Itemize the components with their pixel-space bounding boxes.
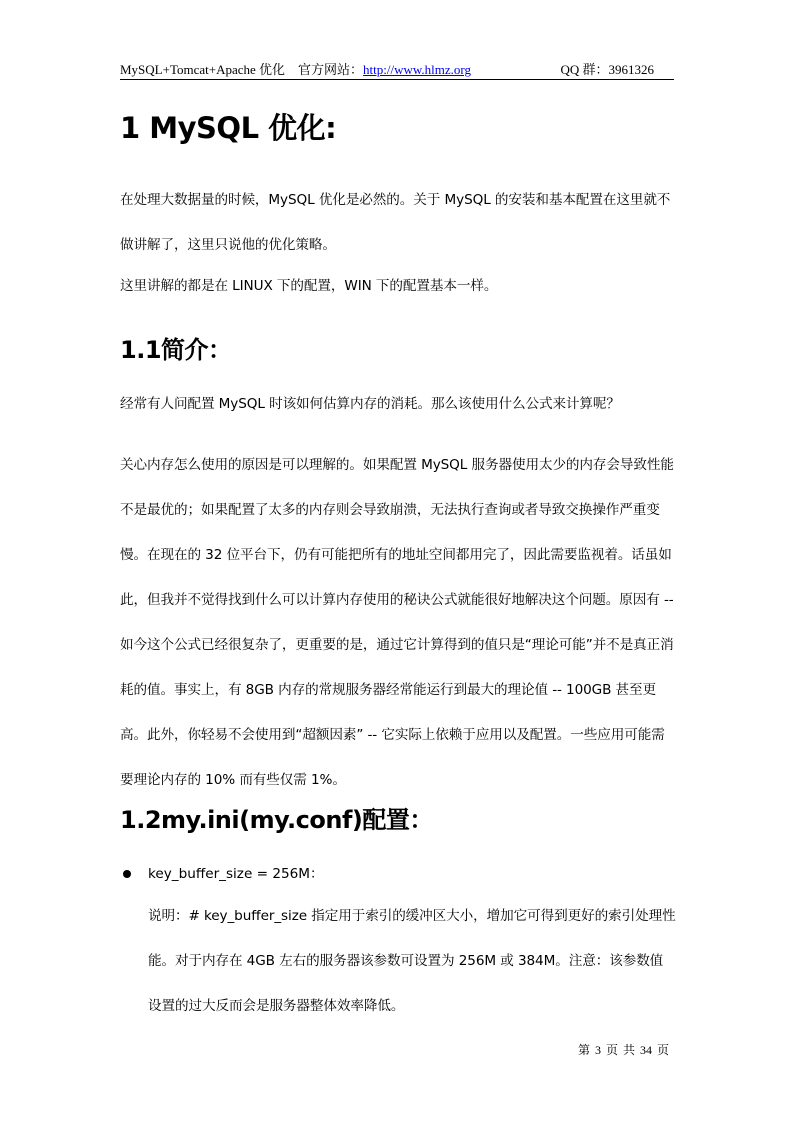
header-left [120, 59, 471, 78]
section-1-title: 1 MySQL 优化: [120, 111, 337, 145]
header-site-label: 官方网站： [298, 62, 364, 77]
section-1-1-body: 关心内存怎么使用的原因是可以理解的。如果配置 MySQL 服务器使用太少的内存会导致性能不是最优的；如果配置了太多的内存则会导致崩溃，无法执行查询或者导致交换操作严重变慢。在现在的 32 位平台下，仍有可能把所有的地址空间都用完了，因此需要监视着。话虽如此，但我并不觉得找到什么可以计算内存使用的秘诀公式就能很好地解决这个问题。原因有 -- 如今这个公式已经很复杂了，更重要的是，通过它计算得到的值只是“理论可能”并不是真正消耗的值。事实上，有 8GB 内存的常规服务器经常能运行到最大的理论值 -- 100GB 甚至更高。此外，你轻易不会使用到“超额因素” -- 它实际上依赖于应用以及配置。一些应用可能需要理论内存的 10% 而有些仅需 1%。 [120, 457, 674, 788]
header-qq: QQ 群：3961326 [560, 62, 654, 77]
section-1-intro-paragraph: 在处理大数据量的时候，MySQL 优化是必然的。关于 MySQL 的安装和基本配置在这里就不做讲解了，这里只说他的优化策略。 [120, 192, 671, 253]
section-1-1-question: 经常有人问配置 MySQL 时该如何估算内存的消耗。那么该使用什么公式来计算呢？ [120, 396, 620, 412]
page-number-footer: 第 3 页 共 34 页 [578, 1043, 670, 1057]
config-list-item [120, 864, 676, 886]
config-key-label: key_buffer_size = 256M： [148, 866, 324, 882]
section-1-intro-note: 这里讲解的都是在 LINUX 下的配置，WIN 下的配置基本一样。 [120, 278, 498, 294]
header-site-link[interactable]: http://www.hlmz.org [363, 62, 472, 77]
header-divider [120, 79, 674, 80]
section-1-1-title: 1.1简介： [120, 336, 232, 364]
header-title: MySQL+Tomcat+Apache 优化 [120, 62, 286, 77]
bullet-icon [123, 870, 131, 878]
section-1-2-title: 1.2my.ini(my.conf)配置： [120, 806, 433, 834]
config-key-description: 说明：# key_buffer_size 指定用于索引的缓冲区大小，增加它可得到更好的索引处理性能。对于内存在 4GB 左右的服务器该参数可设置为 256M 或 384M。注意：该参数值设置的过大反而会是服务器整体效率降低。 [148, 908, 676, 1014]
